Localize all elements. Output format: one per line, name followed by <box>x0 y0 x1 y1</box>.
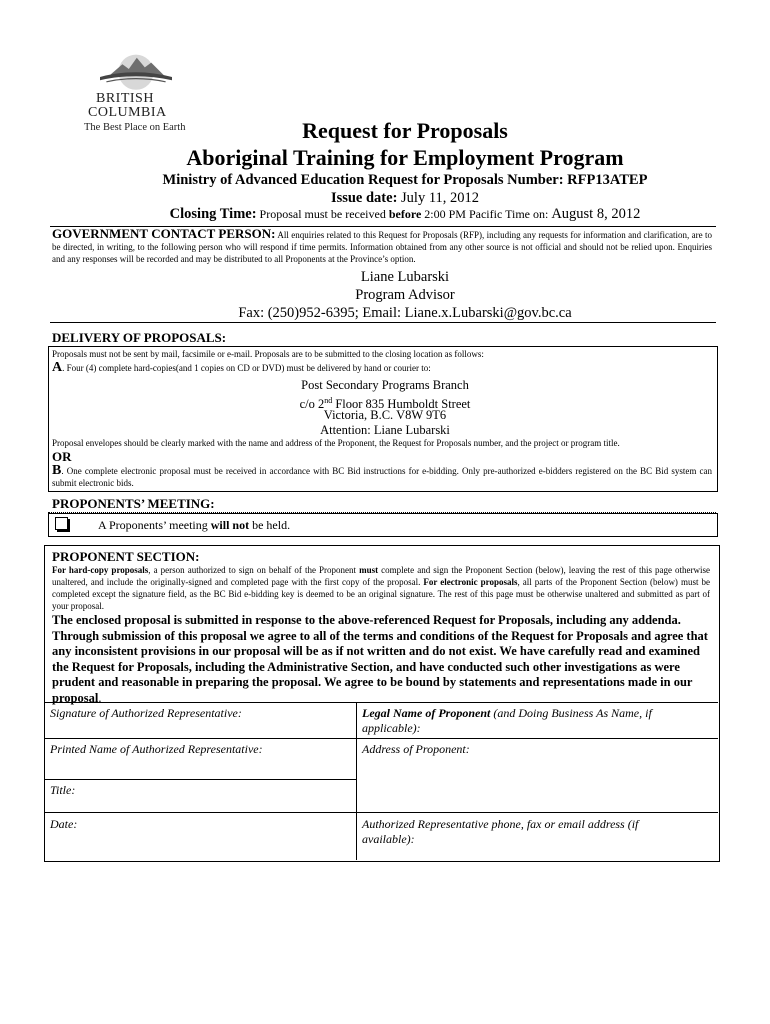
agreement-end: . <box>98 690 102 705</box>
meeting-heading: PROPONENTS’ MEETING: <box>52 496 215 511</box>
issue-date-line <box>20 190 770 207</box>
date-field[interactable]: Date: <box>50 817 78 831</box>
table-row-line <box>44 738 718 739</box>
printed-name-field[interactable]: Printed Name of Authorized Representative: <box>50 742 263 756</box>
agreement-statement <box>52 613 714 706</box>
issue-date-value: July 11, 2012 <box>401 190 480 206</box>
address-sup: nd <box>324 396 333 405</box>
table-row-line <box>44 812 718 813</box>
envelope-note: Proposal envelopes should be clearly marked with the name and address of the Proponent, the Request for Proposals number, and the project or program title. <box>52 438 620 448</box>
meeting-text-pre: A Proponents’ meeting <box>98 518 208 532</box>
contact-paragraph <box>52 228 712 265</box>
issue-date-label: Issue date: <box>330 190 398 206</box>
meeting-text-bold: will not <box>210 518 250 532</box>
legal-name-field[interactable] <box>362 706 702 736</box>
contact-heading: GOVERNMENT CONTACT PERSON: <box>52 226 276 241</box>
option-b-letter: B <box>52 463 62 478</box>
closing-before: before <box>388 207 422 221</box>
closing-date: August 8, 2012 <box>551 206 641 222</box>
logo-line2: COLUMBIA <box>88 105 167 120</box>
proponent-heading: PROPONENT SECTION: <box>52 549 200 564</box>
closing-time: 2:00 PM Pacific Time on: <box>424 207 549 221</box>
contact-role: Program Advisor <box>355 287 455 303</box>
meeting-text <box>98 518 290 533</box>
ministry-line: Ministry of Advanced Education Request for Proposals Number: RFP13ATEP <box>162 172 648 188</box>
address-line-3: Victoria, B.C. V8W 9T6 <box>323 408 447 422</box>
meeting-checkbox[interactable] <box>55 517 68 530</box>
meeting-text-post: be held. <box>252 518 291 532</box>
contact-fax-email: Fax: (250)952-6395; Email: Liane.x.Lubarski@gov.bc.ca <box>238 305 572 321</box>
legal-name-rest: (and Doing Business As Name, if applicable): <box>362 706 652 735</box>
address-line-4: Attention: Liane Lubarski <box>320 423 450 437</box>
agreement-text: The enclosed proposal is submitted in response to the above-referenced Request for Proposals, including any addenda. Through submission of this proposal we agree to all of the terms and conditions of the Request for Proposals and agree that any inconsistent provisions in our proposal will be as if not written and do not exist. We have carefully read and examined the Request for Proposals, including the Administrative Section, and have conducted such other investigations as were prudent and reasonable in preparing the proposal. We agree to be bound by statements and representations made in our proposal <box>52 613 708 705</box>
signature-field[interactable]: Signature of Authorized Representative: <box>50 706 242 720</box>
table-top-line <box>44 702 718 703</box>
electronic-text: , all parts of the Proponent Section (below) must be completed except the signature field, as the BC Bid e-bidding key is deemed to be an original signature. The rest of this page must be otherwise unaltered and submitted as part of your proposal. <box>52 577 710 611</box>
address-line-2-pre: c/o 2 <box>299 397 325 412</box>
contact-text: All enquiries related to this Request for Proposals (RFP), including any requests for information and clarification, are to be directed, in writing, to the following person who will respond if time permits. Information obtained from any other source is not official and should not be relied upon. Enquiries and any responses will be recorded and may be distributed to all Proponents at the Province’s option. <box>52 230 712 264</box>
contact-info-field[interactable]: Authorized Representative phone, fax or email address (if available): <box>362 817 639 846</box>
closing-time-line <box>20 206 770 223</box>
must-label: must <box>359 565 379 575</box>
option-a-line <box>52 362 712 374</box>
or-label: OR <box>52 449 72 464</box>
electronic-label: For electronic proposals <box>423 577 518 587</box>
document-title: Request for Proposals <box>302 118 508 143</box>
hardcopy-label: For hard-copy proposals <box>52 565 149 575</box>
delivery-heading: DELIVERY OF PROPOSALS: <box>52 330 227 345</box>
bc-logo-emblem <box>92 44 180 94</box>
closing-pre: Proposal must be received <box>259 207 386 221</box>
title-field[interactable]: Title: <box>50 783 76 797</box>
address-field[interactable]: Address of Proponent: <box>362 742 470 756</box>
proponent-instructions <box>52 564 710 612</box>
legal-name-label: Legal Name of Proponent <box>362 706 491 720</box>
option-b-line <box>52 465 712 489</box>
closing-time-label: Closing Time: <box>169 206 257 222</box>
contact-name: Liane Lubarski <box>360 269 450 285</box>
address-line-1: Post Secondary Programs Branch <box>301 378 469 392</box>
delivery-intro: Proposals must not be sent by mail, facsimile or e-mail. Proposals are to be submitted to the closing location as follows: <box>52 349 484 359</box>
program-title: Aboriginal Training for Employment Program <box>186 145 624 170</box>
logo-line1: BRITISH <box>96 91 154 106</box>
address-line-2-post: Floor 835 Humboldt Street <box>332 397 471 412</box>
hardcopy-text-1: , a person authorized to sign on behalf of the Proponent <box>148 565 357 575</box>
hardcopy-text-2: complete and sign the Proponent Section (below), leaving the rest of this page otherwise unaltered, and include the originally-signed and completed page with the first copy of the proposal. <box>52 565 711 587</box>
logo-tagline: The Best Place on Earth <box>84 122 186 133</box>
divider <box>50 322 716 323</box>
option-a-text: . Four (4) complete hard-copies(and 1 copies on CD or DVD) must be delivered by hand or courier to: <box>62 363 431 373</box>
table-row-line <box>44 779 356 780</box>
table-vertical-divider <box>356 702 357 860</box>
option-b-text: . One complete electronic proposal must be received in accordance with BC Bid instructions for e-bidding. Only pre-authorized e-bidders registered on the BC Bid system can submit electronic bids. <box>52 466 712 488</box>
option-a-letter: A <box>52 360 63 375</box>
